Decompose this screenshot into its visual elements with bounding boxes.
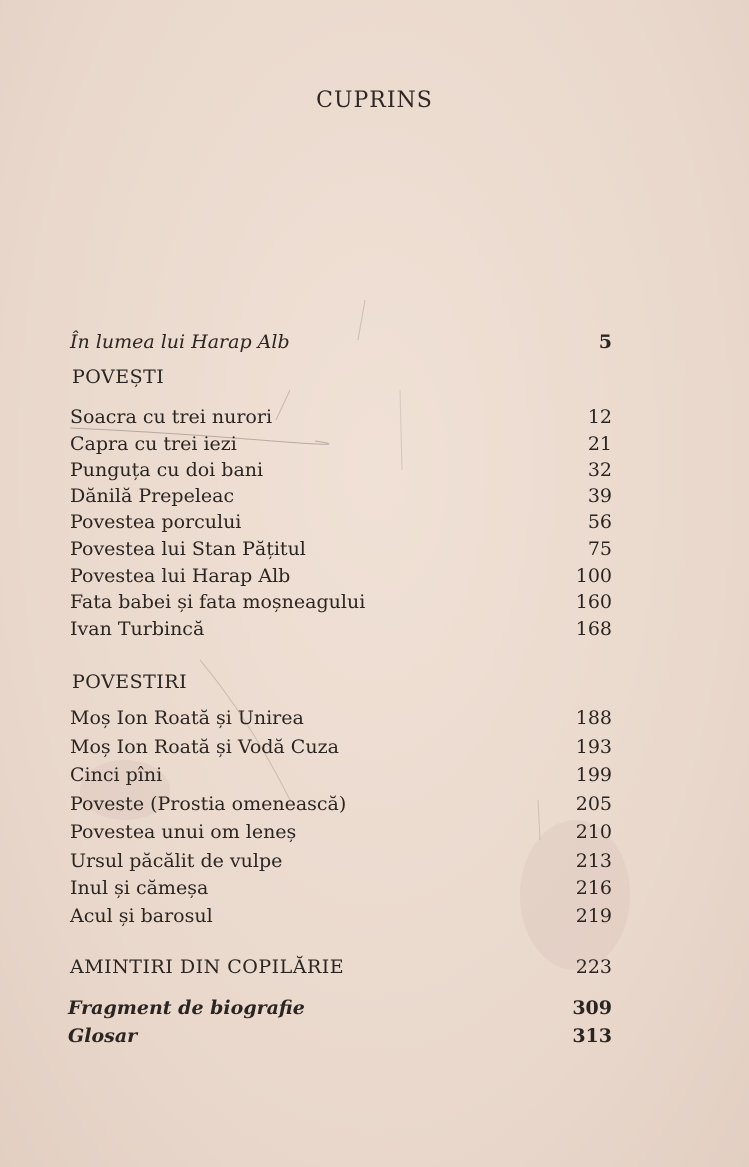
toc-entry-amintiri	[70, 954, 612, 980]
toc-entry-page: 32	[587, 459, 612, 481]
toc-entry-page: 188	[575, 707, 612, 729]
toc-entry-page: 213	[575, 850, 612, 872]
toc-entry	[70, 705, 612, 731]
toc-entry-label: Punguța cu doi bani	[70, 459, 264, 481]
toc-entry-label: Acul și barosul	[70, 905, 213, 927]
toc-entry-page: 5	[598, 331, 612, 353]
toc-entry-label: Moș Ion Roată și Vodă Cuza	[70, 736, 339, 758]
toc-entry-label: Povestea lui Stan Pățitul	[70, 538, 306, 560]
page-title: CUPRINS	[316, 88, 433, 113]
toc-entry	[70, 536, 612, 562]
toc-entry-page: 205	[575, 793, 612, 815]
toc-entry-intro	[70, 329, 612, 355]
toc-entry-label: Fragment de biografie	[68, 997, 305, 1019]
toc-entry-page: 160	[575, 591, 612, 613]
toc-entry-label: Povestea lui Harap Alb	[70, 565, 291, 587]
toc-entry-label: Inul și cămeșa	[70, 877, 209, 899]
toc-entry-label: Povestea unui om leneș	[70, 821, 297, 843]
toc-entry-label: Cinci pîni	[70, 764, 163, 786]
section-heading-povestiri: POVESTIRI	[72, 671, 188, 693]
toc-entry-label: În lumea lui Harap Alb	[70, 331, 290, 353]
toc-entry-label: Poveste (Prostia omenească)	[70, 793, 347, 815]
toc-entry	[70, 875, 612, 901]
toc-entry-page: 309	[572, 997, 612, 1019]
toc-entry	[70, 563, 612, 589]
toc-entry-page: 219	[575, 905, 612, 927]
toc-entry-page: 313	[572, 1025, 612, 1047]
toc-entry-label: Moș Ion Roată și Unirea	[70, 707, 304, 729]
toc-entry-glosar	[68, 1023, 612, 1049]
toc-entry-label: Ivan Turbincă	[70, 618, 205, 640]
toc-entry-page: 12	[587, 406, 612, 428]
toc-entry-label: Glosar	[68, 1025, 138, 1047]
toc-entry-fragment	[68, 995, 612, 1021]
toc-entry	[70, 791, 612, 817]
toc-entry-label: Povestea porcului	[70, 511, 242, 533]
toc-entry-page: 199	[575, 764, 612, 786]
toc-entry	[70, 589, 612, 615]
toc-entry-label: Dănilă Prepeleac	[70, 485, 235, 507]
toc-entry-page: 216	[575, 877, 612, 899]
toc-entry-page: 39	[587, 485, 612, 507]
toc-entry-page: 56	[587, 511, 612, 533]
toc-entry-page: 210	[575, 821, 612, 843]
toc-entry-label: Soacra cu trei nurori	[70, 406, 273, 428]
toc-entry	[70, 404, 612, 430]
toc-entry-label: Ursul păcălit de vulpe	[70, 850, 283, 872]
toc-entry	[70, 762, 612, 788]
toc-entry	[70, 431, 612, 457]
section-heading-povesti: POVEȘTI	[72, 366, 165, 388]
toc-entry-page: 193	[575, 736, 612, 758]
toc-entry	[70, 616, 612, 642]
toc-entry-label: Fata babei și fata moșneagului	[70, 591, 366, 613]
toc-entry-label: AMINTIRI DIN COPILĂRIE	[70, 956, 345, 978]
toc-entry	[70, 734, 612, 760]
toc-entry-page: 75	[587, 538, 612, 560]
toc-entry-label: Capra cu trei iezi	[70, 433, 237, 455]
toc-entry	[70, 457, 612, 483]
toc-entry	[70, 819, 612, 845]
toc-entry-page: 100	[575, 565, 612, 587]
toc-entry	[70, 903, 612, 929]
toc-entry	[70, 509, 612, 535]
toc-entry	[70, 483, 612, 509]
toc-entry-page: 223	[575, 956, 612, 978]
toc-entry	[70, 848, 612, 874]
toc-entry-page: 168	[575, 618, 612, 640]
toc-entry-page: 21	[587, 433, 612, 455]
